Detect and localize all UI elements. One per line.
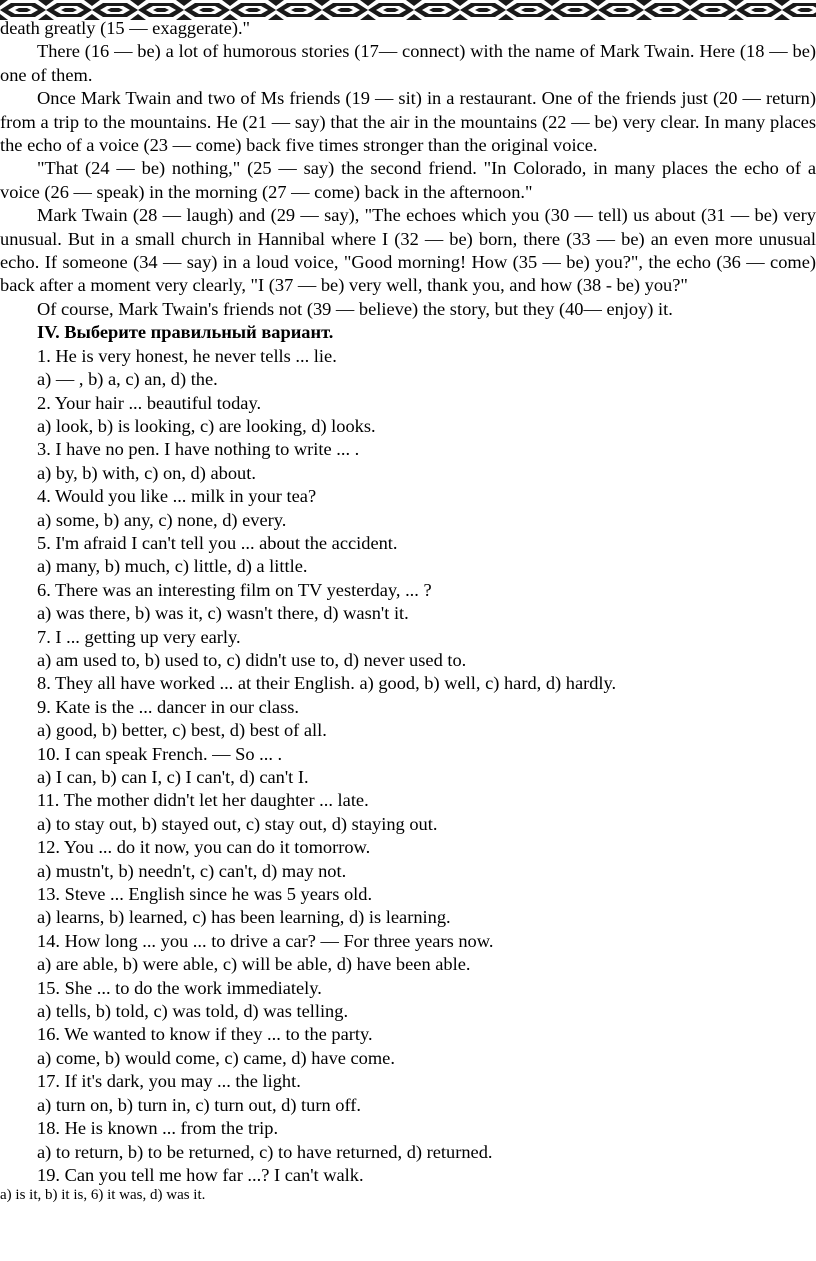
exercise-line: 12. You ... do it now, you can do it tomorrow. <box>37 837 371 858</box>
story-paragraph-0: death greatly (15 — exaggerate)." <box>0 18 251 38</box>
exercise-line: a) by, b) with, c) on, d) about. <box>37 462 256 483</box>
exercise-line: 17. If it's dark, you may ... the light. <box>37 1071 301 1092</box>
exercise-line: 4. Would you like ... milk in your tea? <box>37 486 317 507</box>
exercise-line: 7. I ... getting up very early. <box>37 626 241 647</box>
exercise-line: a) look, b) is looking, c) are looking, d) looks. <box>37 415 376 436</box>
exercise-line: 10. I can speak French. — So ... . <box>37 743 283 764</box>
exercise-line: 18. He is known ... from the trip. <box>37 1118 279 1139</box>
section-title: IV. Выберите правильный вариант. <box>37 322 334 343</box>
exercise-line: a) tells, b) told, c) was told, d) was telling. <box>37 1001 349 1022</box>
exercise-line: 16. We wanted to know if they ... to the party. <box>37 1024 373 1045</box>
exercise-line: 6. There was an interesting film on TV yesterday, ... ? <box>37 579 432 600</box>
exercise-line: a) to stay out, b) stayed out, c) stay out, d) staying out. <box>37 813 438 834</box>
story-paragraph-2: Once Mark Twain and two of Ms friends (19 — sit) in a restaurant. One of the friends just (20 — return) from a trip to the mountains. He (21 — say) that the air in the mountains (22 — be) very clear. In many places the echo of a voice (23 — come) back five times stronger than the original voice. <box>0 88 816 156</box>
exercise-line: a) to return, b) to be returned, c) to have returned, d) returned. <box>37 1141 493 1162</box>
story-paragraph-3: "That (24 — be) nothing," (25 — say) the second friend. "In Colorado, in many places the echo of a voice (26 — speak) in the morning (27 — come) back in the afternoon." <box>0 158 816 202</box>
exercise-line: a) some, b) any, c) none, d) every. <box>37 509 287 530</box>
exercise-line: 14. How long ... you ... to drive a car? — For three years now. <box>37 930 494 951</box>
exercise-line: a) good, b) better, c) best, d) best of all. <box>37 720 327 741</box>
exercise-line: a) was there, b) was it, c) wasn't there, d) wasn't it. <box>37 603 409 624</box>
story-paragraph-4: Mark Twain (28 — laugh) and (29 — say), "The echoes which you (30 — tell) us about (31 — be) very unusual. But in a small church in Hannibal where I (32 — be) born, there (33 — be) an even more unusual echo. If someone (34 — say) in a loud voice, "Good morning! How (35 — be) you?", the echo (36 — come) back after a moment very clearly, "I (37 — be) very well, thank you, and how (38 - be) you?" <box>0 205 816 296</box>
exercise-line: 19. Can you tell me how far ...? I can't walk. <box>37 1164 364 1185</box>
exercise-line: a) are able, b) were able, c) will be able, d) have been able. <box>37 954 471 975</box>
exercise-line: 8. They all have worked ... at their English. a) good, b) well, c) hard, d) hardly. <box>37 673 617 694</box>
document-body <box>0 17 816 1204</box>
exercise-line: a) mustn't, b) needn't, c) can't, d) may not. <box>37 860 347 881</box>
exercise-line: a) I can, b) can I, c) I can't, d) can't I. <box>37 767 309 787</box>
exercise-line: a) turn on, b) turn in, c) turn out, d) turn off. <box>37 1094 361 1115</box>
story-paragraph-1: There (16 — be) a lot of humorous stories (17— connect) with the name of Mark Twain. Here (18 — be) one of them. <box>0 41 816 85</box>
exercise-line-last: a) is it, b) it is, 6) it was, d) was it. <box>0 1187 206 1204</box>
story-paragraph-5: Of course, Mark Twain's friends not (39 — believe) the story, but they (40— enjoy) it. <box>37 298 673 319</box>
exercise-line: a) come, b) would come, c) came, d) have come. <box>37 1047 395 1068</box>
exercise-line: 15. She ... to do the work immediately. <box>37 977 322 998</box>
exercise-line: 13. Steve ... English since he was 5 years old. <box>37 884 373 905</box>
exercise-line: 3. I have no pen. I have nothing to write ... . <box>37 439 360 460</box>
exercise-line: 9. Kate is the ... dancer in our class. <box>37 696 299 717</box>
exercise-line: a) many, b) much, c) little, d) a little. <box>37 556 308 577</box>
exercise-line: a) — , b) a, c) an, d) the. <box>37 369 218 390</box>
exercise-line: 2. Your hair ... beautiful today. <box>37 392 262 413</box>
exercise-line: 11. The mother didn't let her daughter ... late. <box>37 790 369 811</box>
exercise-list <box>0 345 816 1188</box>
exercise-line: a) learns, b) learned, c) has been learning, d) is learning. <box>37 907 451 928</box>
exercise-line: 5. I'm afraid I can't tell you ... about the accident. <box>37 532 398 553</box>
exercise-line: 1. He is very honest, he never tells ... lie. <box>37 345 337 366</box>
exercise-line: a) am used to, b) used to, c) didn't use to, d) never used to. <box>37 649 467 670</box>
